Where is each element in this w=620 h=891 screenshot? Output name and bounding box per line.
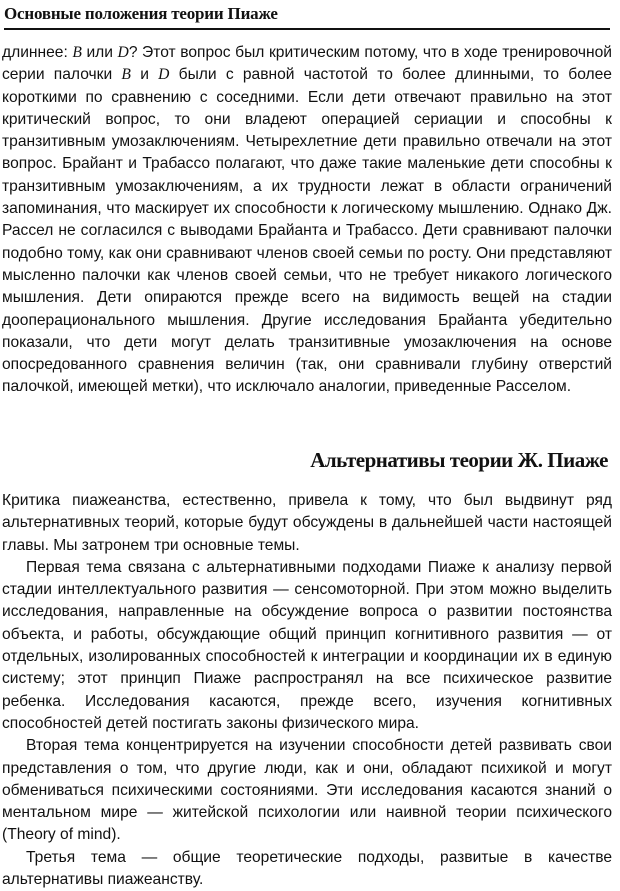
italic-letter: D: [158, 66, 170, 84]
paragraph: Третья тема — общие теоретические подходы, развитые в качестве альтернативы пиажеанству.: [2, 848, 612, 889]
text-block-bottom: [2, 490, 612, 891]
text-run: ? Этот вопрос был критическим потому, что в ходе тренировочной серии палочки: [2, 44, 612, 84]
italic-letter: D: [117, 44, 129, 61]
paragraph: Критика пиажеанства, естественно, привела к тому, что был выдвинут ряд альтернативных теорий, которые будут обсуждены в дальнейшей части настоящей главы. Мы затронем три основные темы.: [2, 492, 612, 554]
text-block-top: [2, 42, 612, 399]
running-title: Основные положения теории Пиаже: [4, 2, 610, 30]
paragraph: Вторая тема концентрируется на изучении способности детей развивать свои представления о том, что другие люди, как и они, обладают психикой и могут обмениваться психическими состояниями. Эти исследования касаются знаний о ментальном мире — житейской психологии или наивной теории психического (Theory of mind).: [2, 737, 612, 844]
italic-letter: B: [121, 66, 131, 84]
italic-letter: B: [72, 44, 82, 61]
text-run: и: [130, 66, 159, 84]
text-run: были с равной частотой то более длинными, то более короткими по сравнению с соседними. Если дети отвечают правильно на этот критический вопрос, то они владеют операцией сериации и способны к транзитивным умозаключениям. Четырехлетние дети правильно отвечали на этот вопрос. Брайант и Трабассо полагают, что даже такие маленькие дети способны к транзитивным умозаключениям, а их трудности лежат в области ограничений запоминания, что маскирует их способности к логическому мышлению. Однако Дж. Рассел не согласился с выводами Брайанта и Трабассо. Дети сравнивают палочки подобно тому, как они сравнивают членов своей семьи по росту. Они представляют мысленно палочки как членов своей семьи, что не требует никакого логического мышления. Дети опираются прежде всего на видимость вещей на стадии дооперационального мышления. Другие исследования Брайанта убедительно показали, что дети могут делать транзитивные умозаключения на основе опосредованного сравнения величин (так, они сравнивали глубину отверстий палочкой, имеющей метки), что исключало аналогии, приведенные Расселом.: [2, 66, 612, 396]
text-run: длиннее:: [2, 44, 73, 61]
section-heading: Альтернативы теории Ж. Пиаже: [310, 448, 608, 472]
paragraph: [2, 42, 612, 399]
text-run: или: [81, 44, 118, 61]
paragraph: Первая тема связана с альтернативными подходами Пиаже к анализу первой стадии интеллектуального развития — сенсомоторной. При этом можно выделить исследования, направленные на обсуждение вопроса о развитии постоянства объекта, и работы, обсуждающие общий принцип когнитивного развития — от отдельных, изолированных способностей к интеграции и координации их в единую систему; этот принцип Пиаже распространял на все психическое развитие ребенка. Исследования касаются, прежде всего, изучения когнитивных способностей детей постигать законы физического мира.: [2, 558, 612, 732]
